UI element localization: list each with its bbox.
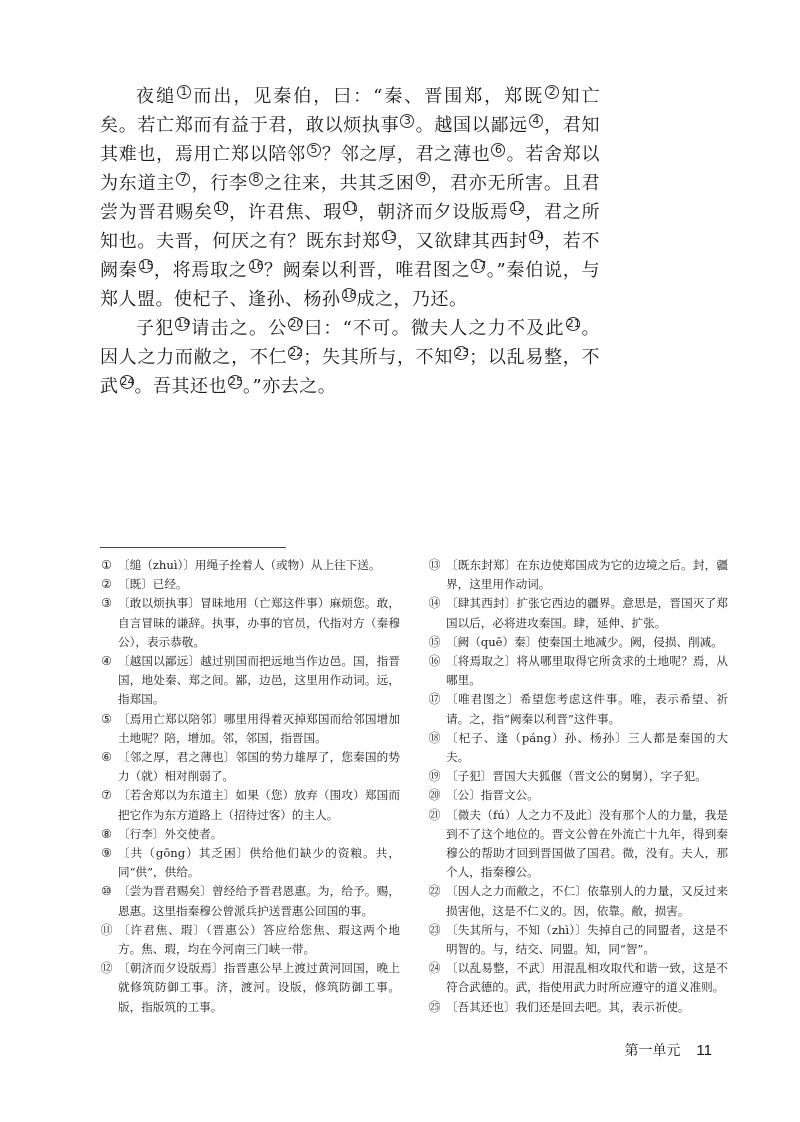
text-segment: ，许君焦、瑕 xyxy=(228,202,343,223)
footnote-item xyxy=(100,594,400,652)
footnote-marker[interactable]: 14 xyxy=(529,230,544,243)
text-segment: ，君知其难也，焉用亡郑以陪邻 xyxy=(100,115,601,165)
text-segment: 。因人之力而敝之，不仁 xyxy=(100,318,601,368)
footnotes-left-column xyxy=(100,556,400,1017)
footnote-marker[interactable]: 8 xyxy=(249,172,263,186)
footnote-text: 〔尝为晋君赐矣〕曾经给予晋君恩惠。为，给予。赐，恩惠。这里指秦穆公曾派兵护送晋惠公回国的事。 xyxy=(118,884,400,918)
footnote-item xyxy=(428,594,728,632)
text-segment: 成之，乃还。 xyxy=(356,289,468,310)
footnote-marker[interactable]: 7 xyxy=(176,172,190,186)
footnote-item xyxy=(428,921,728,959)
text-segment: ，君亦无所害。且君尝为晋君赐矣 xyxy=(100,173,601,223)
footnote-number: ⑳ xyxy=(428,788,441,803)
footnote-number: ⑨ xyxy=(101,846,112,861)
text-segment: 夜缒 xyxy=(136,86,176,107)
footnote-text: 〔行李〕外交使者。 xyxy=(118,826,223,841)
footnote-marker[interactable]: 16 xyxy=(249,259,264,272)
text-segment: 。若舍郑以为东道主 xyxy=(100,144,601,194)
footnote-text: 〔越国以鄙远〕越过别国而把远地当作边邑。国，指晋国，地处秦、郑之间。鄙，边邑，这里用作动词。远，指郑国。 xyxy=(118,654,400,707)
footnote-text: 〔子犯〕晋国大夫狐偃（晋文公的舅舅），字子犯。 xyxy=(446,769,707,784)
footnote-marker[interactable]: 21 xyxy=(566,317,581,330)
footnote-text: 〔将焉取之〕将从哪里取得它所贪求的土地呢？焉，从哪里。 xyxy=(446,654,728,688)
footnote-number: ㉑ xyxy=(428,807,441,822)
footnote-item xyxy=(428,786,728,805)
footnote-item xyxy=(428,690,728,728)
footnote-number: ⑧ xyxy=(101,826,112,841)
footnote-text: 〔既〕已经。 xyxy=(118,577,188,592)
footnote-number: ㉓ xyxy=(428,922,441,937)
footnote-text: 〔若舍郑以为东道主〕如果（您）放弃（围攻）郑国而把它作为东方道路上（招待过客）的主人。 xyxy=(118,788,400,822)
footnote-marker[interactable]: 1 xyxy=(177,85,191,99)
footnote-number: ① xyxy=(101,558,112,572)
footnote-marker[interactable]: 6 xyxy=(491,143,505,157)
footnote-item xyxy=(100,786,400,824)
footnote-text: 〔以乱易整，不武〕用混乱相攻取代和谐一致，这是不符合武德的。武，指使用武力时所应遵守的道义准则。 xyxy=(446,961,728,995)
text-segment: 而出，见秦伯，曰：“秦、晋围郑，郑既 xyxy=(191,86,545,107)
footnote-item xyxy=(100,710,400,748)
footnote-number: ⑲ xyxy=(428,769,441,784)
footnote-text: 〔许君焦、瑕〕（晋惠公）答应给您焦、瑕这两个地方。焦、瑕，均在今河南三门峡一带。 xyxy=(118,922,400,957)
footnote-number: ㉒ xyxy=(428,884,441,899)
footnote-number: ㉕ xyxy=(428,999,441,1014)
footnote-item xyxy=(428,556,728,594)
footnote-text: 〔阙（quē）秦〕使秦国土地减少。阙，侵损、削减。 xyxy=(446,634,723,649)
footnote-marker[interactable]: 10 xyxy=(214,201,229,214)
footnote-text: 〔敢以烦执事〕冒昧地用（亡郑这件事）麻烦您。敢，自言冒昧的谦辞。执事，办事的官员，代指对方（秦穆公），表示恭敬。 xyxy=(118,596,400,649)
text-segment: ，君之所知也。夫晋，何厌之有？既东封郑 xyxy=(100,202,601,252)
footnote-marker[interactable]: 23 xyxy=(455,346,470,359)
footnote-text: 〔缒（zhuì）〕用绳子拴着人（或物）从上往下送。 xyxy=(118,558,381,572)
footnote-text: 〔肆其西封〕扩张它西边的疆界。意思是，晋国灭了郑国以后，必将进攻秦国。肆，延伸、扩张。 xyxy=(446,596,728,630)
main-text xyxy=(100,82,600,401)
footnote-number: ⑦ xyxy=(101,788,112,803)
footnote-marker[interactable]: 25 xyxy=(229,375,243,388)
paragraph-2 xyxy=(100,314,600,401)
footnote-marker[interactable]: 17 xyxy=(472,259,487,272)
footnote-text: 〔因人之力而敝之，不仁〕依靠别人的力量，又反过来损害他，这是不仁义的。因，依靠。敝，损害。 xyxy=(446,884,728,918)
text-segment: 。越国以鄙远 xyxy=(415,115,528,136)
text-segment: ，若不阙秦 xyxy=(100,231,601,281)
footnote-text: 〔焉用亡郑以陪邻〕哪里用得着灭掉郑国而给邻国增加土地呢？陪，增加。邻，邻国，指晋国。 xyxy=(118,711,400,745)
text-segment: ，朝济而夕设版焉 xyxy=(358,202,509,223)
footnote-item xyxy=(428,729,728,767)
footnote-item xyxy=(100,825,400,844)
footnote-marker[interactable]: 4 xyxy=(529,114,543,128)
footnote-item xyxy=(428,806,728,883)
page-footer xyxy=(625,1040,712,1060)
footnote-number: ⑫ xyxy=(100,961,113,976)
footnote-item xyxy=(428,998,728,1017)
text-segment: 。”亦去之。 xyxy=(243,376,337,397)
footnote-number: ⑤ xyxy=(101,711,112,726)
footnote-text: 〔邻之厚，君之薄也〕邻国的势力雄厚了，您秦国的势力（就）相对削弱了。 xyxy=(118,750,400,784)
footnote-item xyxy=(100,652,400,710)
text-segment: ；以乱易整，不武 xyxy=(100,347,601,397)
footnote-number: ⑩ xyxy=(101,884,112,899)
footnote-marker[interactable]: 22 xyxy=(289,346,304,359)
footnote-number: ⑯ xyxy=(428,654,441,669)
text-segment: 。吾其还也 xyxy=(134,376,227,397)
footnote-item xyxy=(100,882,400,920)
footnote-text: 〔共（gōng）其乏困〕供给他们缺少的资粮。共，同“供”，供给。 xyxy=(118,846,400,880)
footnote-item xyxy=(100,575,400,594)
text-segment: 之往来，共其乏困 xyxy=(263,173,415,194)
footnote-text: 〔杞子、逢（páng）孙、杨孙〕三人都是秦国的大夫。 xyxy=(446,730,728,765)
footnote-marker[interactable]: 13 xyxy=(382,230,397,243)
footnote-text: 〔既东封郑〕在东边使郑国成为它的边境之后。封，疆界，这里用作动词。 xyxy=(446,558,728,592)
footnote-item xyxy=(100,556,400,575)
footnote-marker[interactable]: 2 xyxy=(545,85,559,99)
footnote-item xyxy=(428,633,728,652)
footnote-number: ㉔ xyxy=(428,961,441,976)
footnote-marker[interactable]: 24 xyxy=(120,375,135,388)
footnote-number: ③ xyxy=(101,596,112,611)
footnote-text: 〔唯君图之〕希望您考虑这件事。唯，表示希望、祈请。之，指“阙秦以利晋”这件事。 xyxy=(446,692,728,726)
paragraph-1 xyxy=(100,82,600,314)
footnote-item xyxy=(100,959,400,1017)
unit-label: 第一单元 xyxy=(624,1042,681,1058)
footnote-number: ⑮ xyxy=(428,634,441,649)
footnote-number: ⑪ xyxy=(100,922,113,937)
footnote-number: ⑱ xyxy=(428,730,441,745)
footnote-marker[interactable]: 3 xyxy=(400,114,414,128)
footnote-item xyxy=(428,959,728,997)
footnote-marker[interactable]: 5 xyxy=(307,143,321,157)
text-segment: 子犯 xyxy=(136,318,175,339)
footnote-number: ⑭ xyxy=(428,596,441,611)
text-segment: ，将焉取之 xyxy=(153,260,248,281)
text-segment: ；失其所与，不知 xyxy=(303,347,454,368)
footnotes-right-column xyxy=(428,556,728,1017)
footnote-item xyxy=(100,921,400,959)
footnote-item xyxy=(428,882,728,920)
text-segment: 请击之。公 xyxy=(190,318,288,339)
footnote-marker[interactable]: 11 xyxy=(344,201,359,214)
footnote-marker[interactable]: 15 xyxy=(139,259,154,272)
page-number: 11 xyxy=(696,1042,712,1059)
footnote-text: 〔微夫（fú）人之力不及此〕没有那个人的力量，我是到不了这个地位的。晋文公曾在外流亡十九年，得到秦穆公的帮助才回到晋国做了国君。微，没有。夫人，那个人，指秦穆公。 xyxy=(446,807,728,880)
footnote-number: ② xyxy=(101,577,112,592)
text-segment: ？邻之厚，君之薄也 xyxy=(321,144,491,165)
footnote-text: 〔吾其还也〕我们还是回去吧。其，表示祈使。 xyxy=(446,999,690,1014)
text-segment: ，又欲肆其西封 xyxy=(396,231,528,252)
text-segment: ？阙秦以利晋，唯君图之 xyxy=(263,260,471,281)
text-segment: 知亡矣。若亡郑而有益于君，敢以烦执事 xyxy=(100,86,601,136)
text-segment: 。”秦伯说，与郑人盟。使杞子、逢孙、杨孙 xyxy=(100,260,601,310)
footnote-marker[interactable]: 20 xyxy=(289,317,304,330)
footnote-text: 〔公〕指晋文公。 xyxy=(446,788,539,803)
text-segment: 曰：“不可。微夫人之力不及此 xyxy=(303,318,565,339)
footnote-number: ⑥ xyxy=(101,750,112,765)
footnote-item xyxy=(428,652,728,690)
footnote-text: 〔朝济而夕设版焉〕指晋惠公早上渡过黄河回国，晚上就修筑防御工事。济，渡河。设版，修筑防御工事。版，指版筑的工事。 xyxy=(118,961,400,1014)
footnote-item xyxy=(100,844,400,882)
footnote-text: 〔失其所与，不知（zhì）〕失掉自己的同盟者，这是不明智的。与，结交、同盟。知，同“智”。 xyxy=(446,922,728,957)
footnote-marker[interactable]: 19 xyxy=(176,317,191,330)
footnote-number: ⑬ xyxy=(428,558,441,572)
footnote-item xyxy=(428,767,728,786)
footnote-item xyxy=(100,748,400,786)
text-segment: ，行李 xyxy=(191,173,248,194)
footnote-number: ⑰ xyxy=(428,692,441,707)
footnote-number: ④ xyxy=(101,654,112,669)
footnote-divider xyxy=(100,547,286,548)
footnote-marker[interactable]: 9 xyxy=(416,172,430,186)
footnote-marker[interactable]: 12 xyxy=(510,201,525,214)
footnote-marker[interactable]: 18 xyxy=(342,288,357,301)
